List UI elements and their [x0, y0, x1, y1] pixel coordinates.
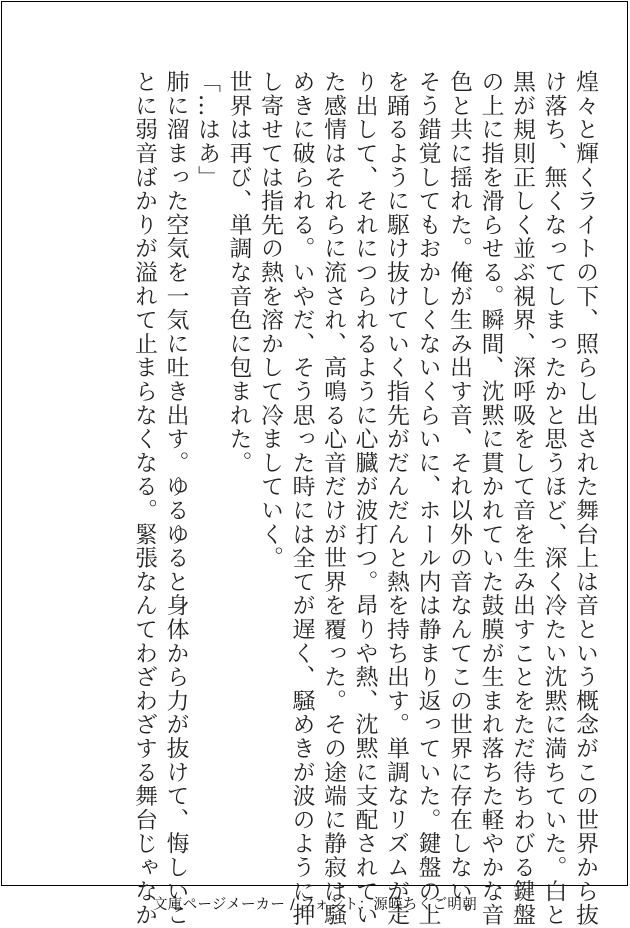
text-line: めきに破られる。いやだ、そう思った時には全てが遅く、騒めきが波のように押	[288, 70, 315, 927]
text-line: 肺に溜まった空気を一気に吐き出す。ゆるゆると身体から力が抜けて、悔しいこ	[162, 70, 189, 927]
footer-caption: 文庫ページメーカー / フォント：源暎ちくご明朝	[152, 897, 478, 913]
text-line: を踊るように駆け抜けていく指先がだんだんと熱を持ち出す。単調なリズムが走	[383, 70, 409, 927]
text-line: し寄せては指先の熱を溶かして冷ましていく。	[257, 70, 283, 570]
text-line: 色と共に揺れた。俺が生み出す音、それ以外の音なんてこの世界に存在しない。	[446, 70, 472, 927]
text-line: 黒が規則正しく並ぶ視界、深呼吸をして音を生み出すことをただ待ちわびる鍵盤	[509, 70, 535, 927]
text-line: 「…はあ」	[194, 70, 220, 189]
text-line: り出して、それにつられるように心臓が波打つ。昂りや熱、沈黙に支配されてい	[351, 70, 378, 927]
text-line: 世界は再び、単調な音色に包まれた。	[225, 70, 252, 475]
text-line: た感情はそれらに流され、高鳴る心音だけが世界を覆った。その途端に静寂は騒	[320, 70, 346, 927]
text-line: そう錯覚してもおかしくないくらいに、ホール内は静まり返っていた。鍵盤の上	[414, 70, 441, 927]
text-line: け落ち、無くなってしまったかと思うほど、深く冷たい沈黙に満ちていた。白と	[540, 70, 567, 927]
text-line: の上に指を滑らせる。瞬間、沈黙に貫かれていた鼓膜が生まれ落ちた軽やかな音	[477, 70, 504, 927]
text-line: とに弱音ばかりが溢れて止まらなくなる。緊張なんてわざわざする舞台じゃなか	[131, 70, 157, 927]
text-line: 煌々と輝くライトの下、照らし出された舞台上は音という概念がこの世界から抜	[572, 70, 598, 927]
